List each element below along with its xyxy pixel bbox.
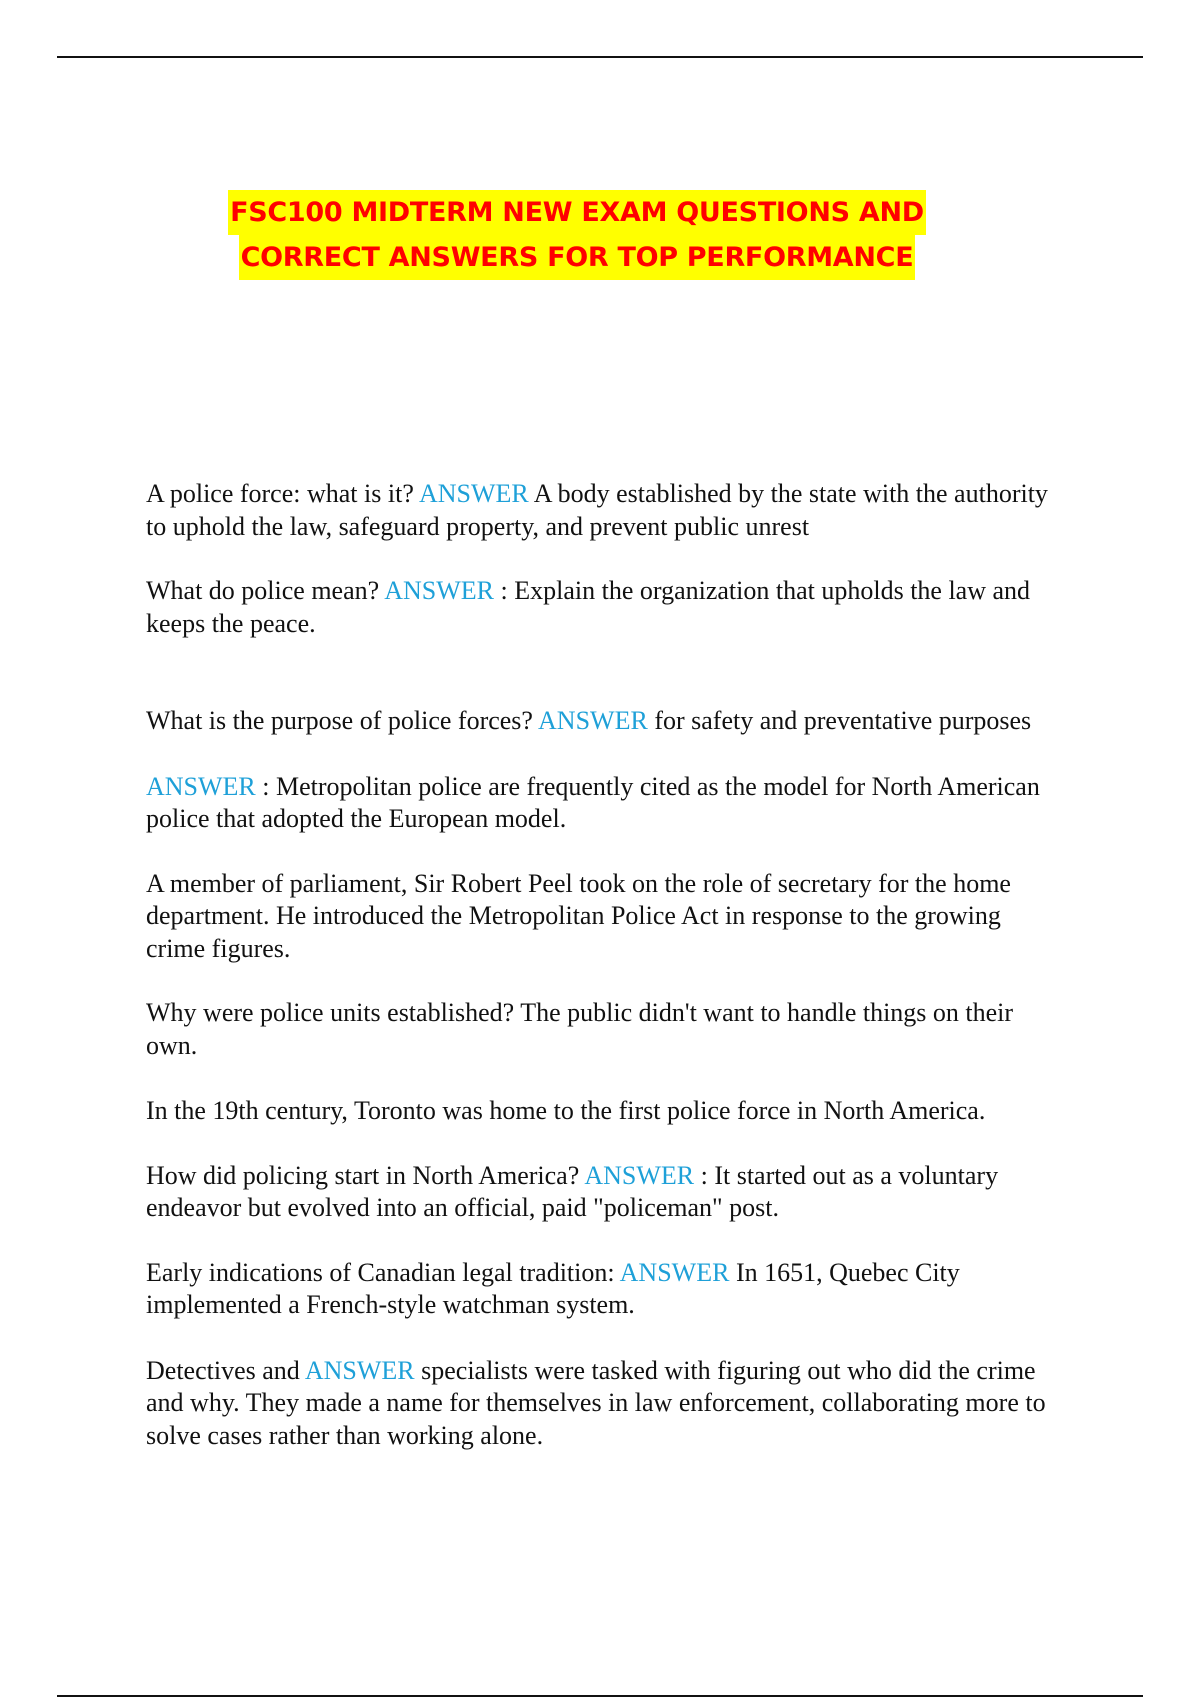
question-text: Detectives and <box>146 1355 305 1385</box>
qa-paragraph-3 <box>146 705 1064 738</box>
answer-keyword: ANSWER <box>384 576 495 605</box>
qa-paragraph-10 <box>146 1355 1064 1453</box>
answer-keyword: ANSWER <box>619 1257 730 1287</box>
answer-keyword: ANSWER <box>146 771 256 801</box>
title-line-1: FSC100 MIDTERM NEW EXAM QUESTIONS AND <box>228 190 926 235</box>
answer-text: A body established by the state with the authority to uphold the law, safeguard property, and prevent public unrest <box>146 479 1048 541</box>
question-text: Early indications of Canadian legal tradition: <box>146 1257 620 1287</box>
qa-paragraph-5 <box>146 868 1064 966</box>
answer-text: In 1651, Quebec City implemented a French-style watchman system. <box>146 1257 960 1319</box>
qa-paragraph-4 <box>146 771 1064 836</box>
answer-text: for safety and preventative purposes <box>647 706 1032 735</box>
question-text: A police force: what is it? <box>146 479 419 508</box>
question-text: What do police mean? <box>146 576 385 605</box>
qa-content <box>146 478 1064 1452</box>
question-text: How did policing start in North America? <box>146 1160 585 1190</box>
answer-keyword: ANSWER <box>538 706 648 735</box>
document-title <box>0 190 1154 280</box>
qa-paragraph-2 <box>146 575 1064 640</box>
qa-paragraph-7 <box>146 1095 1064 1128</box>
answer-text: : Metropolitan police are frequently cited as the model for North American police that adopted the European model. <box>146 771 1040 833</box>
top-rule <box>57 56 1143 58</box>
bottom-rule <box>57 1695 1143 1697</box>
paragraph-text: Why were police units established? The public didn't want to handle things on their own. <box>146 998 1014 1060</box>
qa-paragraph-1 <box>146 478 1064 543</box>
title-line-2: CORRECT ANSWERS FOR TOP PERFORMANCE <box>239 235 916 280</box>
answer-keyword: ANSWER <box>304 1355 415 1385</box>
qa-paragraph-6 <box>146 997 1064 1062</box>
paragraph-text: A member of parliament, Sir Robert Peel took on the role of secretary for the home department. He introduced the Metropolitan Police Act in response to the growing crime figures. <box>146 868 1011 963</box>
answer-keyword: ANSWER <box>418 479 529 508</box>
qa-paragraph-8 <box>146 1160 1064 1225</box>
answer-text: specialists were tasked with figuring out who did the crime and why. They made a name for themselves in law enforcement, collaborating more to solve cases rather than working alone. <box>146 1355 1046 1450</box>
answer-text: : It started out as a voluntary endeavor but evolved into an official, paid "policeman" post. <box>146 1160 999 1222</box>
question-text: What is the purpose of police forces? <box>146 706 539 735</box>
answer-keyword: ANSWER <box>584 1160 695 1190</box>
qa-paragraph-9 <box>146 1257 1064 1322</box>
answer-text: : Explain the organization that upholds the law and keeps the peace. <box>146 576 1031 638</box>
paragraph-text: In the 19th century, Toronto was home to the first police force in North America. <box>146 1096 986 1125</box>
